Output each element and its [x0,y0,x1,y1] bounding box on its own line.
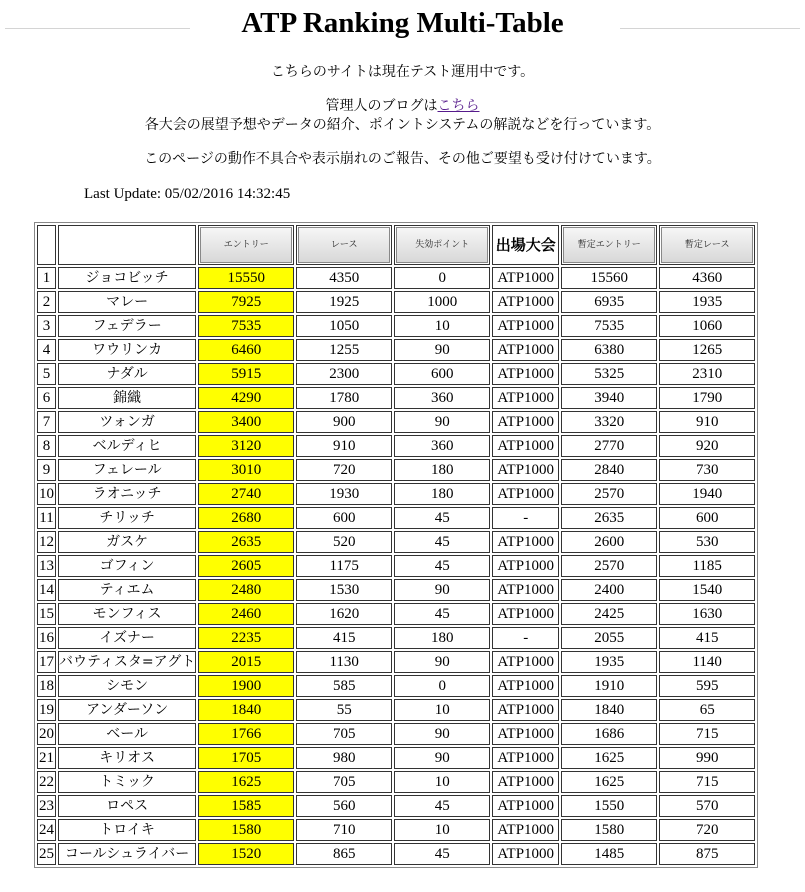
table-row [37,267,755,289]
player-name-cell: マレー [58,291,196,313]
dropping-points-cell: 45 [394,843,490,865]
provisional-entry-cell: 6380 [561,339,657,361]
race-points-cell: 1255 [296,339,392,361]
provisional-race-cell: 415 [659,627,755,649]
race-points-cell: 865 [296,843,392,865]
dropping-points-cell: 90 [394,651,490,673]
table-row [37,843,755,865]
rank-cell: 2 [37,291,56,313]
header-dropping[interactable] [394,225,490,265]
dropping-points-cell: 90 [394,411,490,433]
entry-points-cell: 2605 [198,555,294,577]
entry-points-cell: 1625 [198,771,294,793]
player-name-cell: チリッチ [58,507,196,529]
provisional-entry-cell: 1485 [561,843,657,865]
sort-provisional-entry-button[interactable]: 暫定エントリー [563,227,655,263]
race-points-cell: 910 [296,435,392,457]
provisional-entry-cell: 2600 [561,531,657,553]
provisional-race-cell: 1140 [659,651,755,673]
provisional-entry-cell: 2570 [561,483,657,505]
entry-points-cell: 2235 [198,627,294,649]
dropping-points-cell: 0 [394,675,490,697]
sort-provisional-race-button[interactable]: 暫定レース [661,227,753,263]
race-points-cell: 520 [296,531,392,553]
tournament-header-label: 出場大会 [495,235,556,254]
player-name-cell: ワウリンカ [58,339,196,361]
page-title: ATP Ranking Multi-Table [241,7,564,39]
entry-points-cell: 2480 [198,579,294,601]
provisional-entry-cell: 1935 [561,651,657,673]
header-tournament [492,225,559,265]
player-name-cell: ガスケ [58,531,196,553]
rank-cell: 10 [37,483,56,505]
dropping-points-cell: 45 [394,795,490,817]
ranking-table [34,222,758,868]
provisional-race-cell: 570 [659,795,755,817]
rank-cell: 19 [37,699,56,721]
header-entry[interactable] [198,225,294,265]
entry-points-cell: 1705 [198,747,294,769]
tournament-cell: ATP1000 [492,339,559,361]
provisional-entry-cell: 15560 [561,267,657,289]
dropping-points-cell: 180 [394,459,490,481]
entry-points-cell: 1580 [198,819,294,841]
provisional-race-cell: 1060 [659,315,755,337]
provisional-entry-cell: 2425 [561,603,657,625]
table-row [37,627,755,649]
rank-cell: 16 [37,627,56,649]
dropping-points-cell: 10 [394,771,490,793]
tournament-cell: ATP1000 [492,411,559,433]
table-row [37,651,755,673]
provisional-race-cell: 2310 [659,363,755,385]
blog-line [0,97,805,115]
race-points-cell: 1530 [296,579,392,601]
entry-points-cell: 1585 [198,795,294,817]
rank-cell: 23 [37,795,56,817]
table-row [37,315,755,337]
dropping-points-cell: 0 [394,267,490,289]
player-name-cell: ラオニッチ [58,483,196,505]
race-points-cell: 710 [296,819,392,841]
provisional-race-cell: 730 [659,459,755,481]
rank-cell: 14 [37,579,56,601]
header-name [58,225,196,265]
sort-race-button[interactable]: レース [298,227,390,263]
table-header-row [37,225,755,265]
rank-cell: 24 [37,819,56,841]
provisional-race-cell: 720 [659,819,755,841]
table-row [37,723,755,745]
entry-points-cell: 3400 [198,411,294,433]
rank-cell: 15 [37,603,56,625]
table-row [37,555,755,577]
dropping-points-cell: 90 [394,723,490,745]
player-name-cell: ベルディヒ [58,435,196,457]
dropping-points-cell: 600 [394,363,490,385]
provisional-race-cell: 1790 [659,387,755,409]
provisional-entry-cell: 1625 [561,747,657,769]
rank-cell: 18 [37,675,56,697]
tournament-cell: - [492,507,559,529]
player-name-cell: ジョコビッチ [58,267,196,289]
race-points-cell: 705 [296,771,392,793]
provisional-race-cell: 4360 [659,267,755,289]
entry-points-cell: 2740 [198,483,294,505]
player-name-cell: トミック [58,771,196,793]
provisional-entry-cell: 7535 [561,315,657,337]
table-row [37,795,755,817]
feedback-notice: このページの動作不具合や表示崩れのご報告、その他ご要望も受け付けています。 [144,151,661,167]
rank-cell: 3 [37,315,56,337]
player-name-cell: イズナー [58,627,196,649]
race-points-cell: 2300 [296,363,392,385]
sort-dropping-points-button[interactable]: 失効ポイント [396,227,488,263]
player-name-cell: ゴフィン [58,555,196,577]
provisional-entry-cell: 2770 [561,435,657,457]
provisional-race-cell: 1935 [659,291,755,313]
table-row [37,507,755,529]
provisional-race-cell: 595 [659,675,755,697]
dropping-points-cell: 360 [394,435,490,457]
entry-points-cell: 2015 [198,651,294,673]
tournament-cell: ATP1000 [492,579,559,601]
player-name-cell: コールシュライバー [58,843,196,865]
tournament-cell: ATP1000 [492,723,559,745]
dropping-points-cell: 10 [394,315,490,337]
tournament-cell: ATP1000 [492,771,559,793]
tournament-cell: ATP1000 [492,651,559,673]
player-name-cell: バウティスタ=アグト [58,651,196,673]
tournament-cell: ATP1000 [492,675,559,697]
race-points-cell: 1050 [296,315,392,337]
header-race[interactable] [296,225,392,265]
tournament-cell: ATP1000 [492,531,559,553]
provisional-race-cell: 1630 [659,603,755,625]
player-name-cell: ティエム [58,579,196,601]
provisional-entry-cell: 2055 [561,627,657,649]
rank-cell: 11 [37,507,56,529]
provisional-entry-cell: 5325 [561,363,657,385]
table-row [37,747,755,769]
blog-link[interactable]: こちら [437,98,480,114]
provisional-entry-cell: 3940 [561,387,657,409]
dropping-points-cell: 45 [394,555,490,577]
rank-cell: 12 [37,531,56,553]
rank-cell: 21 [37,747,56,769]
provisional-race-cell: 1940 [659,483,755,505]
table-row [37,675,755,697]
entry-points-cell: 4290 [198,387,294,409]
player-name-cell: ツォンガ [58,411,196,433]
tournament-cell: ATP1000 [492,819,559,841]
race-points-cell: 1780 [296,387,392,409]
table-row [37,579,755,601]
rank-cell: 4 [37,339,56,361]
tournament-cell: ATP1000 [492,363,559,385]
player-name-cell: シモン [58,675,196,697]
table-row [37,291,755,313]
rank-cell: 6 [37,387,56,409]
tournament-cell: - [492,627,559,649]
entry-points-cell: 7925 [198,291,294,313]
provisional-entry-cell: 2570 [561,555,657,577]
entry-points-cell: 5915 [198,363,294,385]
entry-points-cell: 3120 [198,435,294,457]
tournament-cell: ATP1000 [492,483,559,505]
player-name-cell: ベール [58,723,196,745]
table-row [37,699,755,721]
race-points-cell: 1175 [296,555,392,577]
table-row [37,411,755,433]
race-points-cell: 980 [296,747,392,769]
tournament-cell: ATP1000 [492,699,559,721]
test-notice: こちらのサイトは現在テスト運用中です。 [270,64,535,80]
table-row [37,435,755,457]
player-name-cell: 錦織 [58,387,196,409]
race-points-cell: 600 [296,507,392,529]
player-name-cell: フェデラー [58,315,196,337]
dropping-points-cell: 90 [394,579,490,601]
table-row [37,483,755,505]
provisional-race-cell: 65 [659,699,755,721]
table-row [37,603,755,625]
header-rank [37,225,56,265]
provisional-race-cell: 530 [659,531,755,553]
provisional-race-cell: 715 [659,771,755,793]
header-provisional-race[interactable] [659,225,755,265]
player-name-cell: ナダル [58,363,196,385]
race-points-cell: 1620 [296,603,392,625]
rank-cell: 22 [37,771,56,793]
tournament-cell: ATP1000 [492,459,559,481]
player-name-cell: アンダーソン [58,699,196,721]
dropping-points-cell: 1000 [394,291,490,313]
table-row [37,459,755,481]
table-row [37,531,755,553]
rank-cell: 25 [37,843,56,865]
provisional-race-cell: 875 [659,843,755,865]
provisional-race-cell: 910 [659,411,755,433]
race-points-cell: 705 [296,723,392,745]
dropping-points-cell: 10 [394,819,490,841]
rank-cell: 17 [37,651,56,673]
tournament-cell: ATP1000 [492,555,559,577]
entry-points-cell: 1840 [198,699,294,721]
dropping-points-cell: 10 [394,699,490,721]
provisional-entry-cell: 1840 [561,699,657,721]
dropping-points-cell: 180 [394,627,490,649]
rank-cell: 5 [37,363,56,385]
blog-description: 各大会の展望予想やデータの紹介、ポイントシステムの解説などを行っています。 [144,117,661,133]
tournament-cell: ATP1000 [492,795,559,817]
provisional-race-cell: 990 [659,747,755,769]
race-points-cell: 560 [296,795,392,817]
table-row [37,771,755,793]
tournament-cell: ATP1000 [492,291,559,313]
ranking-table-body [37,267,755,865]
provisional-entry-cell: 2635 [561,507,657,529]
dropping-points-cell: 45 [394,507,490,529]
dropping-points-cell: 45 [394,603,490,625]
table-row [37,363,755,385]
player-name-cell: モンフィス [58,603,196,625]
entry-points-cell: 3010 [198,459,294,481]
provisional-entry-cell: 2840 [561,459,657,481]
table-row [37,819,755,841]
tournament-cell: ATP1000 [492,603,559,625]
provisional-entry-cell: 1625 [561,771,657,793]
provisional-race-cell: 1540 [659,579,755,601]
rank-cell: 7 [37,411,56,433]
rank-cell: 8 [37,435,56,457]
tournament-cell: ATP1000 [492,843,559,865]
provisional-race-cell: 920 [659,435,755,457]
provisional-race-cell: 600 [659,507,755,529]
player-name-cell: フェレール [58,459,196,481]
last-update: Last Update: 05/02/2016 14:32:45 [84,186,291,202]
blog-prefix: 管理人のブログは [325,98,438,114]
provisional-race-cell: 715 [659,723,755,745]
table-row [37,339,755,361]
dropping-points-cell: 360 [394,387,490,409]
rank-cell: 13 [37,555,56,577]
race-points-cell: 55 [296,699,392,721]
entry-points-cell: 2635 [198,531,294,553]
player-name-cell: ロペス [58,795,196,817]
provisional-entry-cell: 1910 [561,675,657,697]
rank-cell: 1 [37,267,56,289]
provisional-entry-cell: 1686 [561,723,657,745]
race-points-cell: 4350 [296,267,392,289]
dropping-points-cell: 45 [394,531,490,553]
provisional-entry-cell: 3320 [561,411,657,433]
provisional-race-cell: 1265 [659,339,755,361]
entry-points-cell: 2460 [198,603,294,625]
dropping-points-cell: 90 [394,747,490,769]
entry-points-cell: 6460 [198,339,294,361]
race-points-cell: 1925 [296,291,392,313]
entry-points-cell: 1520 [198,843,294,865]
race-points-cell: 585 [296,675,392,697]
header-provisional-entry[interactable] [561,225,657,265]
tournament-cell: ATP1000 [492,267,559,289]
table-row [37,387,755,409]
dropping-points-cell: 90 [394,339,490,361]
race-points-cell: 415 [296,627,392,649]
sort-entry-button[interactable]: エントリー [200,227,292,263]
entry-points-cell: 7535 [198,315,294,337]
provisional-entry-cell: 1580 [561,819,657,841]
title-bar [0,6,805,42]
race-points-cell: 720 [296,459,392,481]
entry-points-cell: 15550 [198,267,294,289]
race-points-cell: 1130 [296,651,392,673]
player-name-cell: キリオス [58,747,196,769]
dropping-points-cell: 180 [394,483,490,505]
provisional-entry-cell: 1550 [561,795,657,817]
entry-points-cell: 1900 [198,675,294,697]
provisional-entry-cell: 6935 [561,291,657,313]
provisional-entry-cell: 2400 [561,579,657,601]
tournament-cell: ATP1000 [492,435,559,457]
provisional-race-cell: 1185 [659,555,755,577]
player-name-cell: トロイキ [58,819,196,841]
rank-cell: 20 [37,723,56,745]
tournament-cell: ATP1000 [492,747,559,769]
tournament-cell: ATP1000 [492,387,559,409]
entry-points-cell: 2680 [198,507,294,529]
race-points-cell: 900 [296,411,392,433]
tournament-cell: ATP1000 [492,315,559,337]
rank-cell: 9 [37,459,56,481]
entry-points-cell: 1766 [198,723,294,745]
race-points-cell: 1930 [296,483,392,505]
